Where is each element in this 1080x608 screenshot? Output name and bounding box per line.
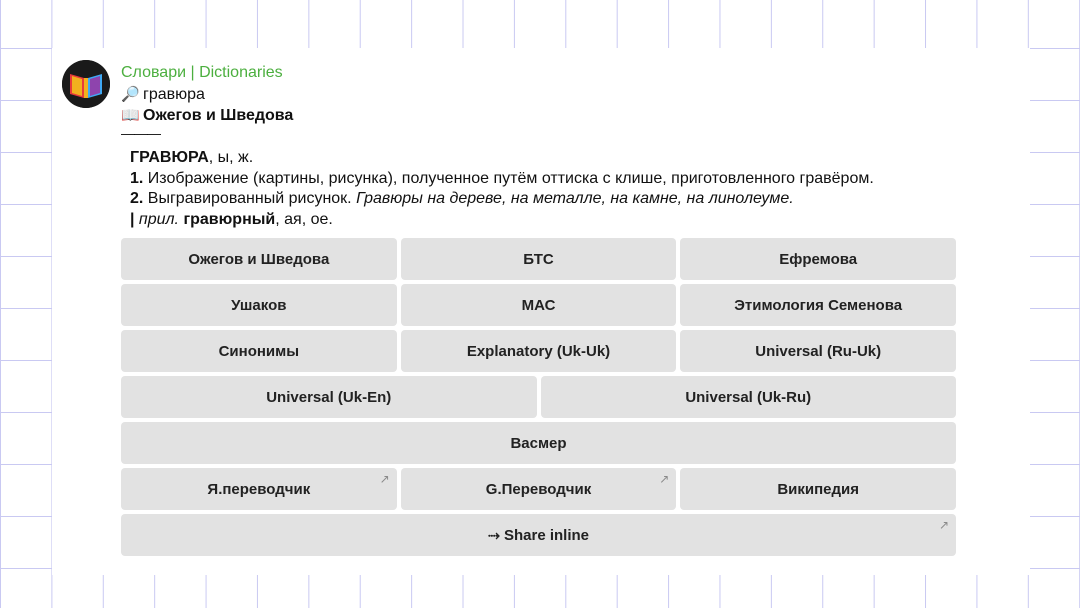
button-vasmer[interactable]: [121, 422, 956, 464]
message-card: [52, 48, 1030, 575]
bot-avatar[interactable]: [62, 60, 110, 108]
button-yandex-translate[interactable]: [121, 468, 397, 510]
button-universal-ru-uk[interactable]: [680, 330, 956, 372]
share-arrow-icon: ⤑: [487, 526, 500, 544]
button-universal-uk-ru[interactable]: [541, 376, 957, 418]
sense-text: Выгравированный рисунок.: [143, 190, 357, 207]
button-label: Ожегов и Шведова: [188, 250, 330, 268]
button-mas[interactable]: [401, 284, 677, 326]
magnifier-icon: 🔎: [121, 86, 140, 103]
query-line: [121, 84, 1021, 105]
external-link-icon: ↗: [659, 472, 670, 486]
query-text: гравюра: [143, 86, 205, 103]
button-label: Википедия: [777, 480, 860, 498]
sense-1: [130, 169, 1021, 190]
button-label: Этимология Семенова: [734, 296, 903, 314]
sense-number: 1.: [130, 169, 144, 187]
button-label: Ефремова: [779, 250, 858, 268]
button-universal-uk-en[interactable]: [121, 376, 537, 418]
keyboard-row: [121, 422, 956, 464]
button-label: Universal (Ru-Uk): [755, 342, 882, 360]
grammar: , ы, ж.: [208, 149, 254, 166]
source-line: [121, 105, 1021, 126]
button-google-translate[interactable]: [401, 468, 677, 510]
switch-inline-icon: ↗: [938, 518, 949, 532]
open-book-icon: 📖: [121, 107, 140, 124]
keyboard-row: [121, 468, 956, 510]
derived-bar: |: [130, 210, 135, 228]
external-link-icon: ↗: [379, 472, 390, 486]
separator: ———: [121, 125, 160, 141]
button-label: Ушаков: [231, 296, 287, 314]
sense-text: Изображение (картины, рисунка), полученное путём оттиска с клише, приготовленного гравёром.: [143, 169, 874, 187]
keyboard-row: [121, 238, 956, 280]
bot-name[interactable]: Словари | Dictionaries: [121, 64, 283, 81]
button-label: Share inline: [503, 526, 590, 544]
message-body: [121, 62, 1021, 230]
button-label: G.Переводчик: [485, 480, 592, 498]
entry-head: [130, 148, 1021, 169]
button-label: Я.переводчик: [207, 480, 311, 498]
button-label: МАС: [521, 296, 556, 314]
keyboard-row: [121, 284, 956, 326]
derived-word: гравюрный: [183, 210, 276, 228]
button-ozhegov[interactable]: [121, 238, 397, 280]
button-bts[interactable]: [401, 238, 677, 280]
button-label: Васмер: [510, 434, 567, 452]
button-synonyms[interactable]: [121, 330, 397, 372]
keyboard-row: [121, 514, 956, 556]
dictionary-entry: [130, 148, 1021, 230]
sense-2: [130, 189, 1021, 210]
button-label: Explanatory (Uk-Uk): [466, 342, 611, 360]
button-etymology-semenov[interactable]: [680, 284, 956, 326]
button-wikipedia[interactable]: [680, 468, 956, 510]
keyboard-row: [121, 376, 956, 418]
button-label: Universal (Uk-Ru): [685, 388, 812, 406]
derived-endings: , ая, ое.: [275, 210, 333, 228]
sense-example: Гравюры на дереве, на металле, на камне, на линолеуме.: [356, 190, 794, 207]
button-label: Universal (Uk-En): [266, 388, 392, 406]
books-icon: [62, 60, 110, 108]
button-explanatory-uk-uk[interactable]: [401, 330, 677, 372]
derived-pos: прил.: [134, 210, 184, 228]
inline-keyboard: [121, 238, 956, 560]
button-efremova[interactable]: [680, 238, 956, 280]
button-ushakov[interactable]: [121, 284, 397, 326]
headword: ГРАВЮРА: [130, 149, 209, 166]
keyboard-row: [121, 330, 956, 372]
button-share-inline[interactable]: [121, 514, 956, 556]
source-name: Ожегов и Шведова: [143, 107, 294, 124]
button-label: Синонимы: [218, 342, 300, 360]
derived-form: [130, 210, 1021, 231]
button-label: БТС: [523, 250, 554, 268]
sense-number: 2.: [130, 190, 144, 207]
